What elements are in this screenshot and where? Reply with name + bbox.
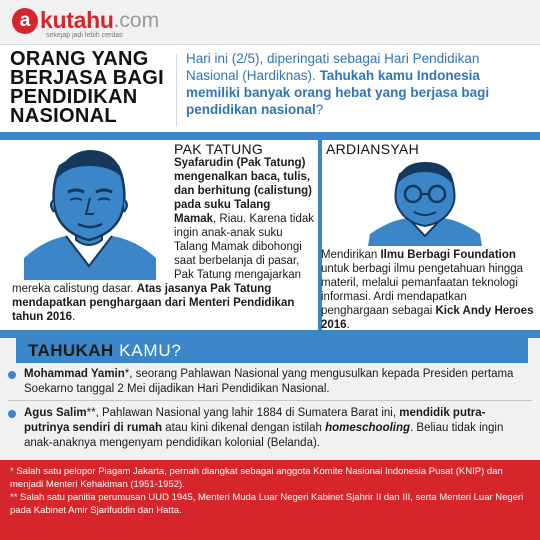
bullet-dot-icon (8, 410, 16, 418)
title-line: PENDIDIKAN (10, 86, 138, 108)
fact-text: **, Pahlawan Nasional yang lahir 1884 di Sumatera Barat ini, (86, 407, 400, 419)
ardi-text-2: untuk berbagi ilmu pengetahuan hingga materil, melalui pemanfaatan teknologi informasi. Ardi mendapatkan penghargaan sebagai (321, 263, 524, 317)
tahukah-light: KAMU? (113, 341, 182, 360)
tatung-text-1: , Riau. Karena tidak ingin anak-anak suku Talang Mamak dibohongi saat berbelanja di pasar, Pak Tatung mengajarkan mereka calistung dasar. (12, 213, 315, 295)
title-line: NASIONAL (10, 105, 117, 127)
title-line: BERJASA BAGI (10, 67, 164, 89)
man-with-glasses-portrait-icon (360, 156, 490, 246)
title-line: ORANG YANG (10, 48, 149, 70)
fact-text: . Beliau tidak ingin anak-anaknya mengenyam pendidikan kolonial (Belanda). (24, 422, 504, 449)
ardiansyah-description (321, 248, 535, 332)
fact-bold: Agus Salim (24, 407, 87, 419)
fact-text: atau kini dikenal dengan istilah (162, 422, 326, 434)
tatung-bold-1: Syafarudin (Pak Tatung) mengenalkan baca, tulis, dan berhitung (calistung) pada suku Talang Mamak (174, 157, 312, 225)
fact-bold: mendidik putra-putrinya sendiri di rumah (24, 407, 486, 434)
fact-item-yamin (24, 367, 530, 397)
tatung-description (12, 156, 314, 324)
tagline: sekejap jadi lebih cerdas (46, 32, 123, 39)
tatung-bold-2: Atas jasanya Pak Tatung mendapatkan penghargaan dari Menteri Pendidikan tahun 2016 (12, 283, 295, 323)
tahukah-bold: TAHUKAH (28, 341, 114, 360)
logo-tld: .com (113, 8, 160, 32)
tahukah-heading (28, 341, 182, 361)
intro-plain: Hari ini (2/5), diperingati sebagai Hari Pendidikan Nasional (Hardiknas). (186, 51, 480, 83)
ardi-bold-2: Kick Andy Heroes 2016 (321, 305, 534, 331)
logo-name: kutahu (40, 7, 114, 33)
bullet-dot-icon (8, 371, 16, 379)
page-title (10, 50, 170, 126)
fact-text: *, seorang Pahlawan Nasional yang mengusulkan kepada Presiden pertama Soekarno tanggal 2 Mei dijadikan Hari Pendidikan Nasional. (24, 368, 514, 395)
fact-item-salim (24, 406, 530, 451)
title-divider (176, 54, 177, 126)
fact-bold-italic: homeschooling (325, 422, 411, 434)
intro-text (186, 50, 532, 118)
footnotes (10, 466, 534, 518)
site-logo[interactable] (12, 7, 159, 34)
fact-divider (8, 400, 532, 401)
ardi-bold-1: Ilmu Berbagi Foundation (380, 249, 516, 261)
intro-end: ? (315, 102, 324, 117)
footnote: ** Salah satu panitia perumusan UUD 1945, Menteri Muda Luar Negeri Kabinet Sjahrir II dan III, serta Menteri Luar Negeri pada Kabinet Amir Sjarifuddin dan Hatta. (10, 492, 524, 516)
tatung-name: PAK TATUNG (174, 141, 264, 157)
intro-bold: Tahukah kamu Indonesia memiliki banyak orang hebat yang berjasa bagi pendidikan nasional (186, 68, 490, 117)
ardi-text-1: Mendirikan (321, 249, 381, 261)
ardi-text-3: . (346, 319, 350, 331)
tatung-text-2: . (72, 311, 76, 323)
ardiansyah-name: ARDIANSYAH (326, 141, 419, 157)
footnote: * Salah satu pelopor Piagam Jakarta, pernah diangkat sebagai anggota Komite Nasional Indonesia Pusat (KNIP) dan menjadi Menteri Kehakiman (1951-1952). (10, 466, 503, 490)
header (0, 0, 540, 44)
text-wrap-spacer (12, 156, 174, 282)
logo-mark: a (12, 8, 38, 34)
fact-bold: Mohammad Yamin (24, 368, 125, 380)
